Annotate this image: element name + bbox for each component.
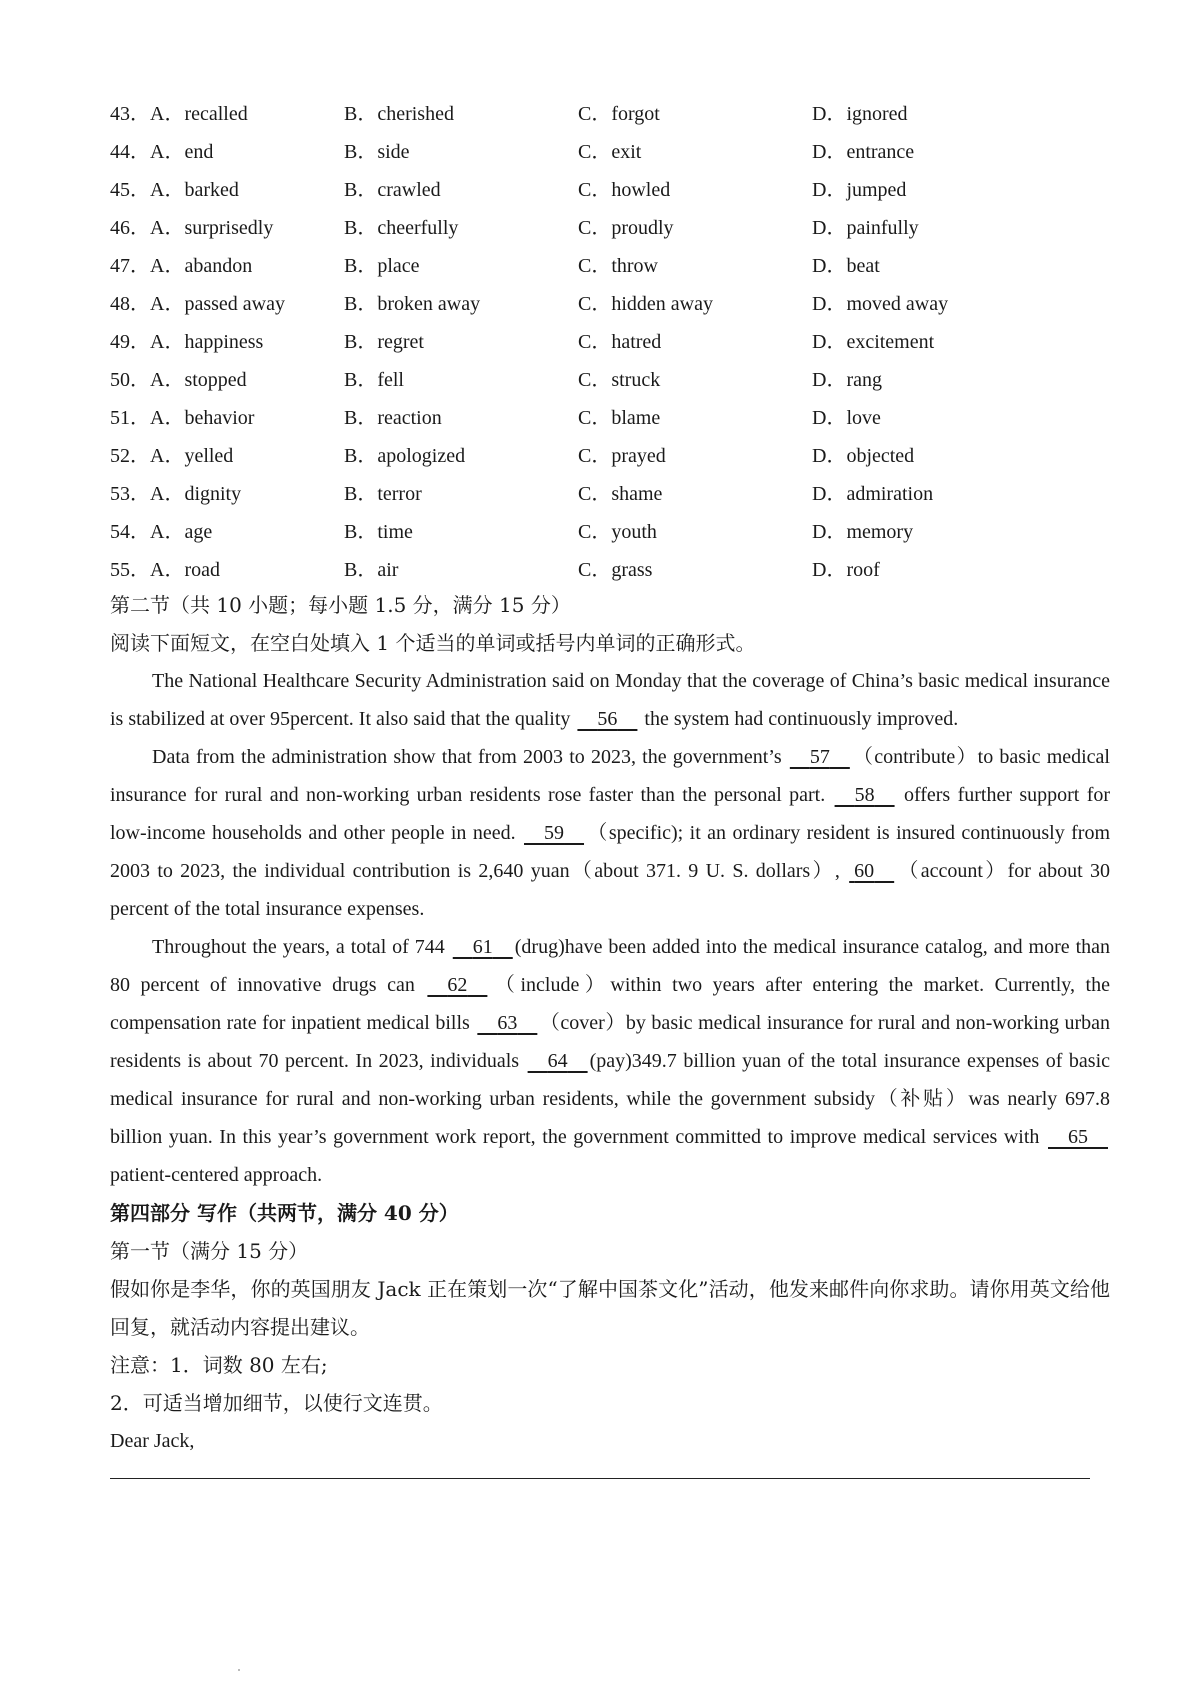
option-a: A．passed away xyxy=(150,292,285,315)
option-b: B．regret xyxy=(344,330,424,353)
question-number: 50． xyxy=(110,368,150,391)
blank-56: 56 xyxy=(597,708,618,730)
option-d: D．love xyxy=(812,406,881,429)
option-row xyxy=(110,92,1110,130)
question-number: 51． xyxy=(110,406,150,429)
passage-text: （account）for about 30 percent of the total insurance expenses. xyxy=(110,860,1110,920)
passage-text: (pay)349.7 billion yuan of the total insurance expenses of basic medical insurance for rural and non-working urban residents, while the government subsidy（补贴）was nearly 697.8 billion yuan. In this year’s government work report, the government committed to improve medical services with xyxy=(110,1050,1111,1148)
option-c: C．hatred xyxy=(578,330,662,353)
scan-speck xyxy=(238,1669,240,1671)
option-row xyxy=(110,320,1110,358)
option-row xyxy=(110,282,1110,320)
option-b: B．terror xyxy=(344,482,422,505)
writing-task: 假如你是李华，你的英国朋友 Jack 正在策划一次“了解中国茶文化”活动，他发来邮件向你求助。请你用英文给他回复，就活动内容提出建议。 xyxy=(110,1277,1110,1339)
passage-text: offers further support for low-income households and other people in need. xyxy=(110,784,1111,844)
option-a: A．recalled xyxy=(150,102,248,125)
option-d: D．memory xyxy=(812,520,914,543)
question-number: 44． xyxy=(110,140,150,163)
note-2: 2．可适当增加细节，以使行文连贯。 xyxy=(110,1391,443,1415)
option-c: C．exit xyxy=(578,140,642,163)
option-row xyxy=(110,510,1110,548)
question-number: 52． xyxy=(110,444,150,467)
section2-instruction: 阅读下面短文，在空白处填入 1 个适当的单词或括号内单词的正确形式。 xyxy=(110,631,756,655)
question-number: 55． xyxy=(110,558,150,581)
option-c: C．forgot xyxy=(578,102,660,125)
part4-heading: 第四部分 写作（共两节，满分 40 分） xyxy=(110,1201,459,1225)
passage-text: the system had continuously improved. xyxy=(644,708,959,730)
option-b: B．place xyxy=(344,254,420,277)
passage-text: Throughout the years, a total of 744 xyxy=(152,936,445,958)
option-c: C．grass xyxy=(578,558,653,581)
option-a: A．barked xyxy=(150,178,239,201)
option-a: A．surprisedly xyxy=(150,216,274,239)
option-c: C．howled xyxy=(578,178,671,201)
option-row xyxy=(110,244,1110,282)
question-number: 46． xyxy=(110,216,150,239)
option-b: B．side xyxy=(344,140,410,163)
greeting: Dear Jack, xyxy=(110,1430,195,1452)
passage-text: （cover）by basic medical insurance for rural and non-working urban residents is about 70 percent. In 2023, individuals xyxy=(110,1012,1111,1072)
option-row xyxy=(110,358,1110,396)
passage-text: The National Healthcare Security Administration said on Monday that the coverage of China’s basic medical insurance is stabilized at over 95percent. It also said that the quality xyxy=(110,670,1110,730)
question-number: 48． xyxy=(110,292,150,315)
option-a: A．happiness xyxy=(150,330,264,353)
option-b: B．reaction xyxy=(344,406,442,429)
option-b: B．apologized xyxy=(344,444,466,467)
option-b: B．crawled xyxy=(344,178,441,201)
passage-paragraph-2 xyxy=(110,738,1110,928)
question-number: 49． xyxy=(110,330,150,353)
option-row xyxy=(110,206,1110,244)
option-c: C．blame xyxy=(578,406,661,429)
option-b: B．fell xyxy=(344,368,404,391)
option-d: D．moved away xyxy=(812,292,949,315)
option-a: A．stopped xyxy=(150,368,247,391)
option-c: C．struck xyxy=(578,368,661,391)
option-a: A．end xyxy=(150,140,214,163)
blank-59: 59 xyxy=(544,822,565,844)
options-list xyxy=(110,92,1110,586)
option-c: C．prayed xyxy=(578,444,666,467)
passage-text: (drug)have been added into the medical insurance catalog, and more than 80 percent of innovative drugs can xyxy=(110,936,1111,996)
passage-text: （specific); it an ordinary resident is insured continuously from 2003 to 2023, the individual contribution is 2,640 yuan（about 371. 9 U. S. dollars）, xyxy=(110,822,1111,882)
passage-text: Data from the administration show that from 2003 to 2023, the government’s xyxy=(152,746,782,768)
option-d: D．ignored xyxy=(812,102,908,125)
question-number: 54． xyxy=(110,520,150,543)
option-c: C．throw xyxy=(578,254,658,277)
blank-61: 61 xyxy=(472,936,493,958)
blank-57: 57 xyxy=(809,746,830,768)
option-c: C．shame xyxy=(578,482,663,505)
option-b: B．cherished xyxy=(344,102,454,125)
option-d: D．admiration xyxy=(812,482,934,505)
question-number: 53． xyxy=(110,482,150,505)
blank-64: 64 xyxy=(547,1050,568,1072)
option-d: D．objected xyxy=(812,444,915,467)
option-a: A．road xyxy=(150,558,220,581)
option-row xyxy=(110,168,1110,206)
option-a: A．yelled xyxy=(150,444,234,467)
answer-line xyxy=(110,1478,1090,1479)
option-d: D．beat xyxy=(812,254,880,277)
section2-heading: 第二节（共 10 小题；每小题 1.5 分，满分 15 分） xyxy=(110,593,571,617)
option-a: A．abandon xyxy=(150,254,253,277)
passage-text: （contribute）to basic medical insurance for rural and non-working urban residents rose faster than the personal part. xyxy=(110,746,1110,806)
option-b: B．cheerfully xyxy=(344,216,459,239)
question-number: 43． xyxy=(110,102,150,125)
option-row xyxy=(110,472,1110,510)
blank-65: 65 xyxy=(1068,1126,1088,1148)
option-row xyxy=(110,396,1110,434)
blank-58: 58 xyxy=(854,784,875,806)
blank-60: 60 xyxy=(854,860,875,882)
question-number: 47． xyxy=(110,254,150,277)
passage-paragraph-3 xyxy=(110,928,1110,1194)
blank-63: 63 xyxy=(497,1012,518,1034)
option-d: D．jumped xyxy=(812,178,907,201)
question-number: 45． xyxy=(110,178,150,201)
option-d: D．roof xyxy=(812,558,880,581)
note-1: 注意：1．词数 80 左右; xyxy=(110,1353,328,1377)
option-row xyxy=(110,434,1110,472)
option-a: A．behavior xyxy=(150,406,255,429)
section1-heading: 第一节（满分 15 分） xyxy=(110,1239,309,1263)
option-b: B．time xyxy=(344,520,413,543)
option-c: C．proudly xyxy=(578,216,674,239)
option-d: D．entrance xyxy=(812,140,915,163)
option-a: A．dignity xyxy=(150,482,242,505)
option-d: D．rang xyxy=(812,368,882,391)
option-c: C．hidden away xyxy=(578,292,713,315)
option-row xyxy=(110,548,1110,586)
option-b: B．broken away xyxy=(344,292,481,315)
exam-page xyxy=(110,92,1110,1479)
blank-62: 62 xyxy=(447,974,468,996)
passage-text: （include）within two years after entering the market. Currently, the compensation rate for inpatient medical bills xyxy=(110,974,1110,1034)
option-d: D．excitement xyxy=(812,330,935,353)
passage-paragraph-1 xyxy=(110,662,1110,738)
option-b: B．air xyxy=(344,558,399,581)
option-a: A．age xyxy=(150,520,213,543)
passage-text: patient-centered approach. xyxy=(110,1164,323,1186)
option-row xyxy=(110,130,1110,168)
option-c: C．youth xyxy=(578,520,657,543)
option-d: D．painfully xyxy=(812,216,919,239)
